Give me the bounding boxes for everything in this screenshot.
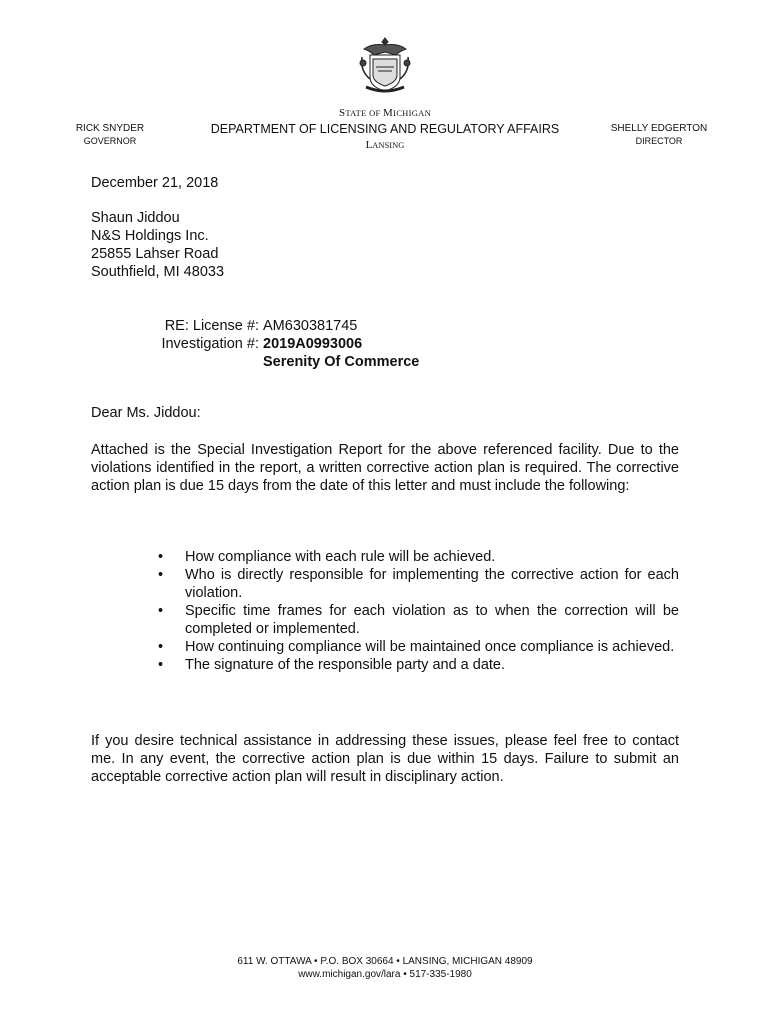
address-line: N&S Holdings Inc. (91, 228, 209, 244)
facility-name: Serenity Of Commerce (263, 354, 420, 370)
license-number: AM630381745 (263, 318, 358, 334)
address-line: 25855 Lahser Road (91, 246, 219, 262)
director-title: DIRECTOR (635, 136, 683, 146)
list-item-text: How compliance with each rule will be achieved. (185, 549, 496, 565)
department-name: DEPARTMENT OF LICENSING AND REGULATORY AFFAIRS (210, 122, 560, 136)
license-row (140, 317, 419, 335)
reference-block (140, 317, 419, 371)
list-item-text: Who is directly responsible for implementing the corrective action for each violation. (185, 567, 679, 601)
list-item (158, 566, 679, 602)
governor-name: RICK SNYDER (75, 123, 145, 134)
list-item-text: How continuing compliance will be maintained once compliance is achieved. (185, 639, 675, 655)
bullet-icon: • (158, 657, 164, 673)
closing-paragraph: If you desire technical assistance in addressing these issues, please feel free to contact me. In any event, the corrective action plan is due within 15 days. Failure to submit an acceptable corrective action plan will result in disciplinary action. (91, 733, 679, 785)
director-block (600, 123, 718, 147)
salutation: Dear Ms. Jiddou: (91, 405, 201, 421)
footer (150, 955, 620, 981)
bullet-icon: • (158, 549, 164, 565)
director-name: SHELLY EDGERTON (610, 123, 708, 134)
state-s: S (338, 107, 346, 119)
list-item (158, 548, 679, 566)
license-label: RE: License #: (164, 318, 259, 334)
list-item (158, 638, 679, 656)
letter-date: December 21, 2018 (91, 175, 219, 191)
recipient-address (91, 209, 224, 281)
letterhead (180, 107, 590, 151)
facility-spacer (140, 353, 259, 371)
governor-title: GOVERNOR (83, 136, 137, 146)
state-m: M (382, 107, 394, 119)
investigation-label: Investigation #: (161, 336, 259, 352)
state-name (180, 107, 590, 119)
list-item (158, 602, 679, 638)
bullet-icon: • (158, 603, 164, 619)
investigation-number: 2019A0993006 (263, 336, 363, 352)
bullet-icon: • (158, 567, 164, 583)
list-item-text: Specific time frames for each violation as to when the correction will be completed or implemented. (185, 603, 679, 637)
list-item-text: The signature of the responsible party and a date. (185, 657, 506, 673)
city-name (180, 139, 590, 151)
governor-block (68, 123, 152, 147)
city-l: L (365, 139, 373, 151)
investigation-row (140, 335, 419, 353)
facility-row (140, 353, 419, 371)
state-rest2: ICHIGAN (393, 108, 432, 118)
bullet-icon: • (158, 639, 164, 655)
footer-address: 611 W. OTTAWA • P.O. BOX 30664 • LANSING, MICHIGAN 48909 (237, 956, 533, 967)
list-item (158, 656, 679, 674)
footer-contact: www.michigan.gov/lara • 517-335-1980 (298, 969, 472, 980)
city-rest: ANSING (372, 140, 405, 150)
intro-paragraph: Attached is the Special Investigation Report for the above referenced facility. Due to the violations identified in the report, a written corrective action plan is required. The corrective action plan is due 15 days from the date of this letter and must include the following: (91, 442, 679, 494)
state-rest: TATE OF (345, 108, 383, 118)
address-line: Shaun Jiddou (91, 210, 180, 226)
address-line: Southfield, MI 48033 (91, 264, 225, 280)
michigan-state-seal-icon (354, 35, 416, 97)
requirements-list (158, 548, 679, 674)
